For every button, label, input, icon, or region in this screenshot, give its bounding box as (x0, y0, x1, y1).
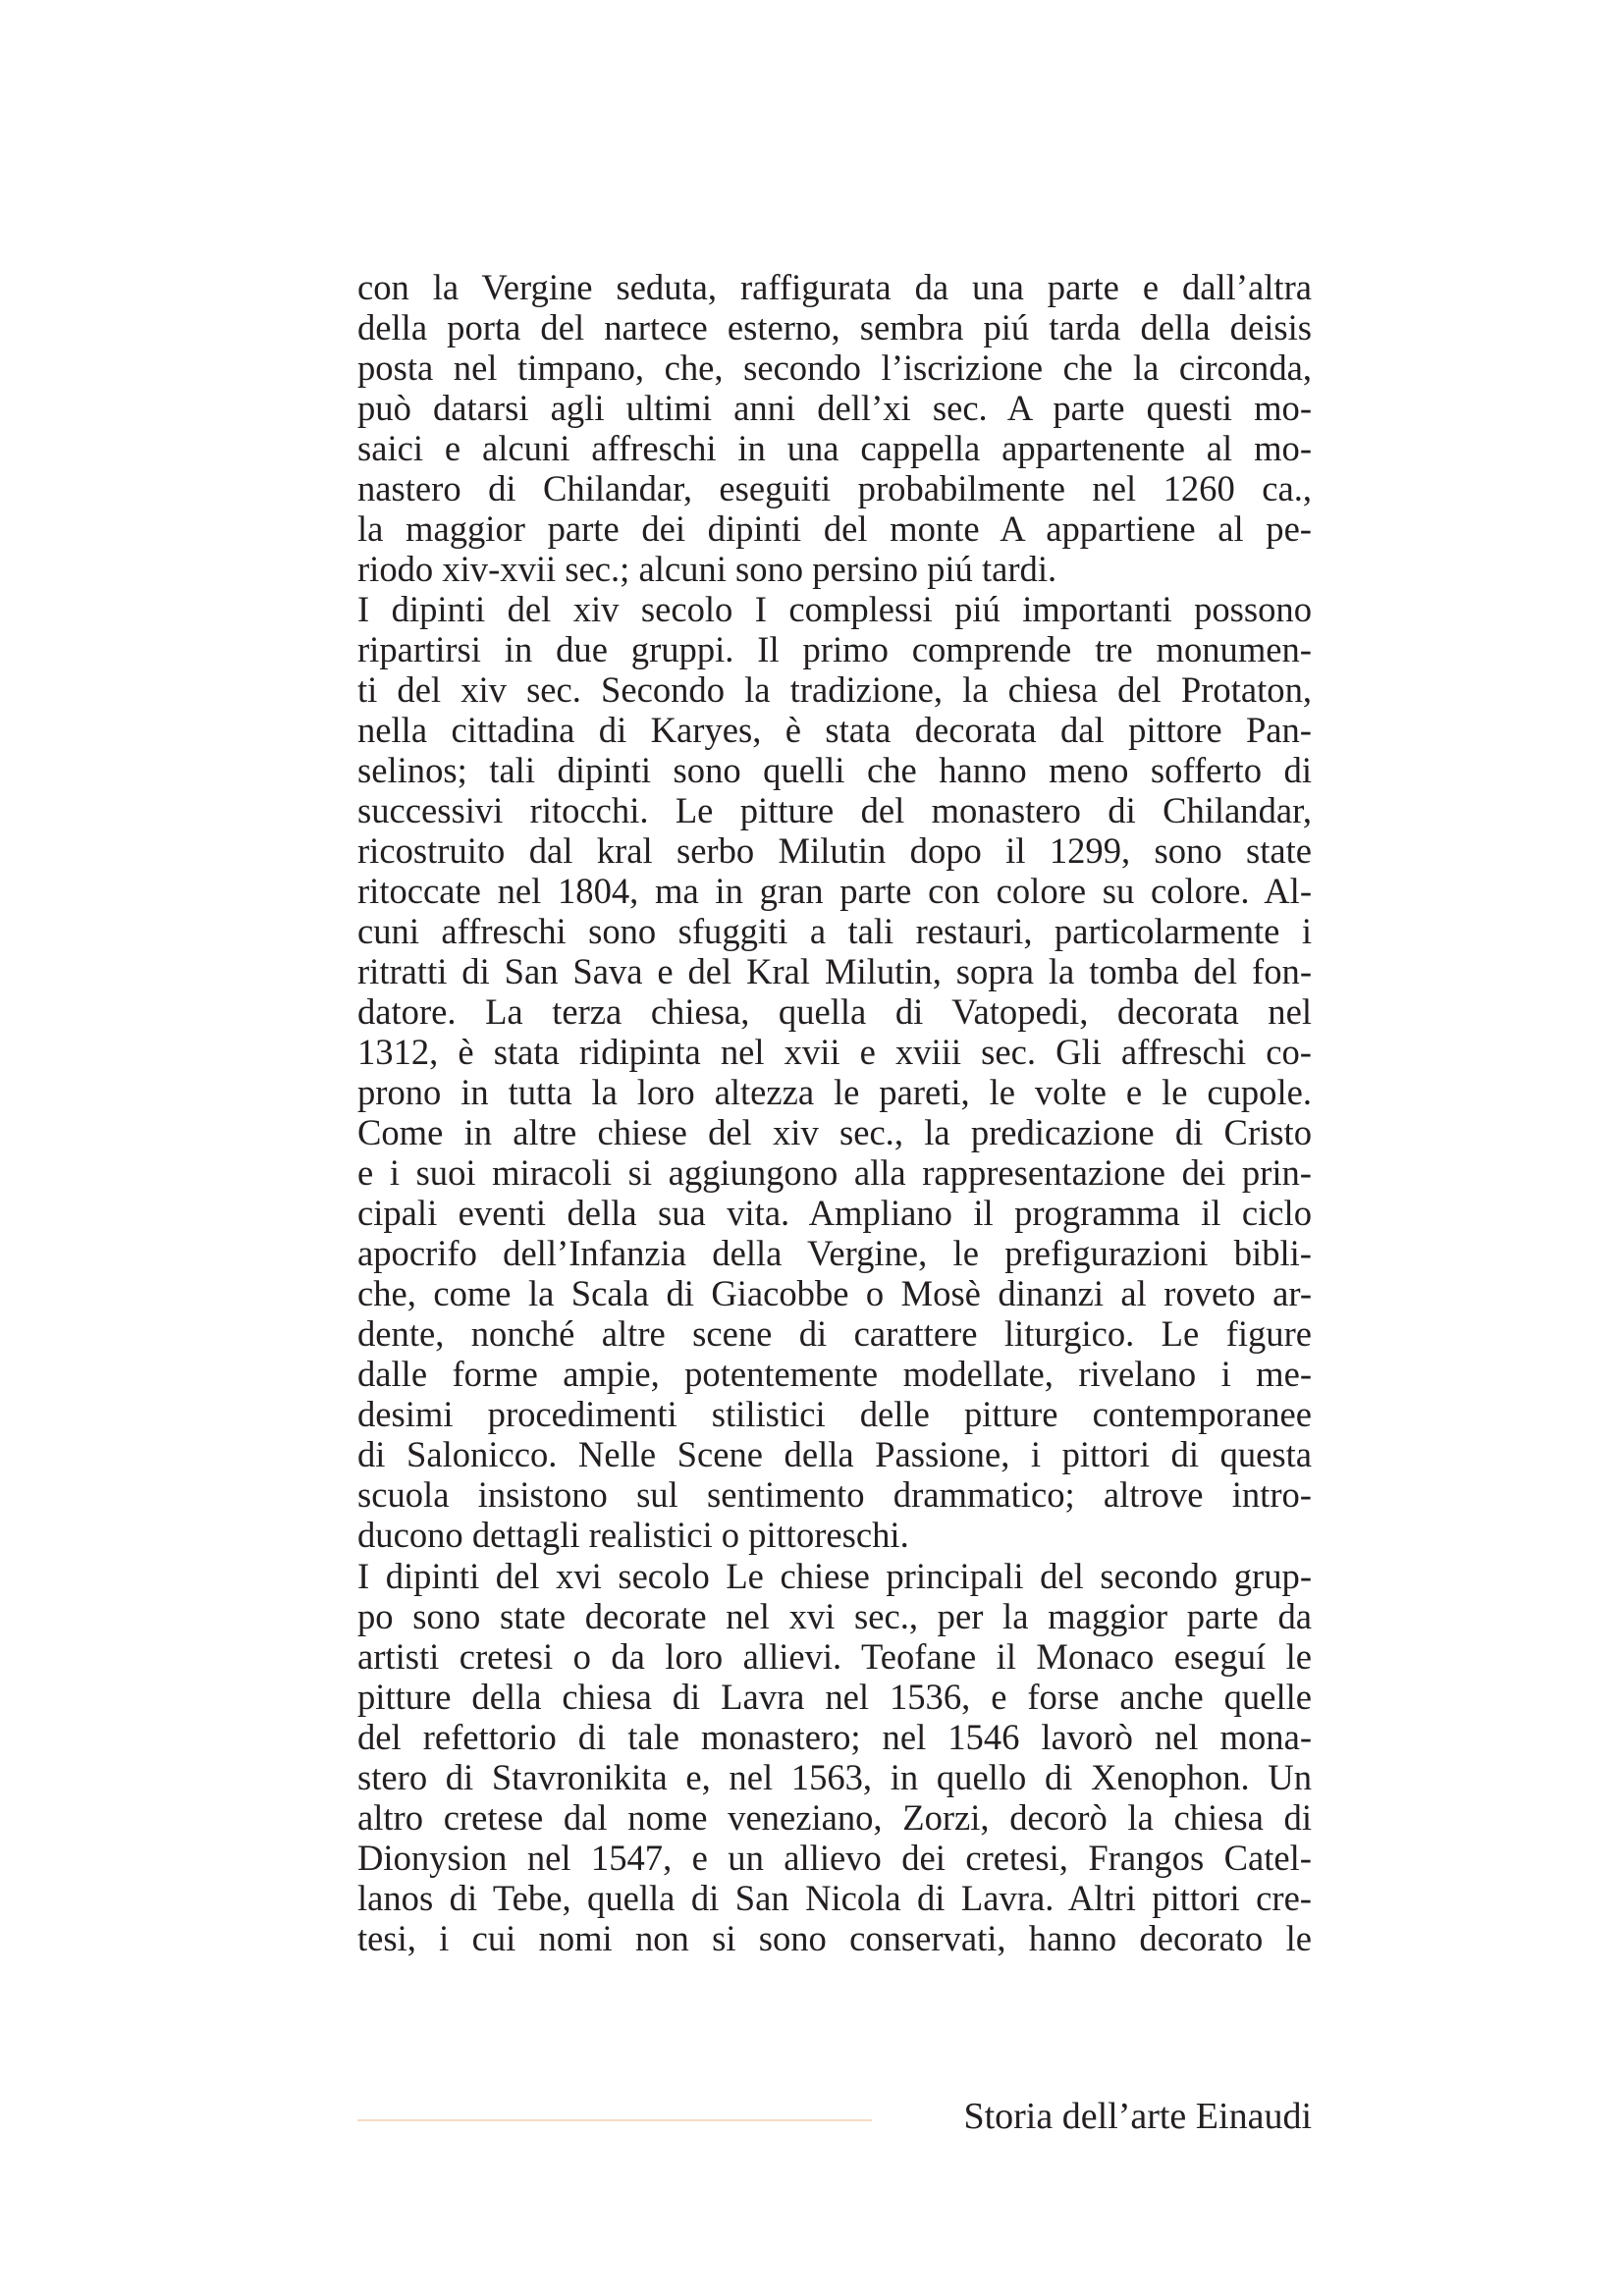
text-line: con la Vergine seduta, raffigurata da una parte e dall’altra (357, 267, 1312, 307)
text-line: saici e alcuni affreschi in una cappella appartenente al mo- (357, 428, 1312, 469)
text-line: tesi, i cui nomi non si sono conservati, hanno decorato le (357, 1917, 1312, 1958)
text-line: altro cretese dal nome veneziano, Zorzi, decorò la chiesa di (357, 1796, 1312, 1838)
text-line: apocrifo dell’Infanzia della Vergine, le prefigurazioni bibli- (357, 1233, 1312, 1274)
text-line: di Salonicco. Nelle Scene della Passione, i pittori di questa (357, 1434, 1312, 1475)
section-heading-line: I dipinti del xvi secolo Le chiese principali del secondo grup- (357, 1555, 1312, 1596)
text-line: successivi ritocchi. Le pitture del monastero di Chilandar, (357, 790, 1312, 831)
text-line: ti del xiv sec. Secondo la tradizione, la chiesa del Protaton, (357, 669, 1312, 711)
text-line: del refettorio di tale monastero; nel 1546 lavorò nel mona- (357, 1716, 1312, 1757)
section-heading-line: I dipinti del xiv secolo I complessi piú importanti possono (357, 589, 1312, 630)
body-text (357, 267, 1312, 1958)
footer-divider (357, 2119, 872, 2121)
text-line: scuola insistono sul sentimento drammatico; altrove intro- (357, 1474, 1312, 1516)
text-line: prono in tutta la loro altezza le pareti, le volte e le cupole. (357, 1072, 1312, 1113)
text-line: po sono state decorate nel xvi sec., per la maggior parte da (357, 1595, 1312, 1636)
footer-title: Storia dell’arte Einaudi (963, 2096, 1312, 2137)
text-line: nella cittadina di Karyes, è stata decorata dal pittore Pan- (357, 710, 1312, 751)
text-line: della porta del nartece esterno, sembra piú tarda della deisis (357, 307, 1312, 348)
text-line: dente, nonché altre scene di carattere liturgico. Le figure (357, 1313, 1312, 1355)
text-line: 1312, è stata ridipinta nel xvii e xviii sec. Gli affreschi co- (357, 1032, 1312, 1073)
text-line: ripartirsi in due gruppi. Il primo comprende tre monumen- (357, 629, 1312, 670)
text-line: selinos; tali dipinti sono quelli che hanno meno sofferto di (357, 750, 1312, 791)
text-line: datore. La terza chiesa, quella di Vatopedi, decorata nel (357, 991, 1312, 1033)
text-line: Dionysion nel 1547, e un allievo dei cretesi, Frangos Catel- (357, 1837, 1312, 1878)
text-line: cipali eventi della sua vita. Ampliano il programma il ciclo (357, 1193, 1312, 1234)
text-line: lanos di Tebe, quella di San Nicola di Lavra. Altri pittori cre- (357, 1877, 1312, 1918)
text-line: può datarsi agli ultimi anni dell’xi sec. A parte questi mo- (357, 388, 1312, 429)
text-line: ritratti di San Sava e del Kral Milutin, sopra la tomba del fon- (357, 951, 1312, 992)
text-line: riodo xiv-xvii sec.; alcuni sono persino piú tardi. (357, 549, 1057, 590)
text-line: artisti cretesi o da loro allievi. Teofane il Monaco eseguí le (357, 1635, 1312, 1677)
text-line: pitture della chiesa di Lavra nel 1536, e forse anche quelle (357, 1676, 1312, 1717)
text-line: e i suoi miracoli si aggiungono alla rappresentazione dei prin- (357, 1152, 1312, 1194)
text-line: posta nel timpano, che, secondo l’iscrizione che la circonda, (357, 347, 1312, 389)
text-line: cuni affreschi sono sfuggiti a tali restauri, particolarmente i (357, 911, 1312, 952)
text-line: ducono dettagli realistici o pittoreschi. (357, 1515, 909, 1556)
text-line: dalle forme ampie, potentemente modellate, rivelano i me- (357, 1354, 1312, 1395)
text-line: desimi procedimenti stilistici delle pitture contemporanee (357, 1394, 1312, 1435)
text-line: ricostruito dal kral serbo Milutin dopo il 1299, sono state (357, 830, 1312, 872)
text-line: la maggior parte dei dipinti del monte A appartiene al pe- (357, 508, 1312, 550)
text-line: ritoccate nel 1804, ma in gran parte con colore su colore. Al- (357, 871, 1312, 912)
text-line: stero di Stavronikita e, nel 1563, in quello di Xenophon. Un (357, 1756, 1312, 1797)
text-line: che, come la Scala di Giacobbe o Mosè dinanzi al roveto ar- (357, 1273, 1312, 1314)
text-line: nastero di Chilandar, eseguiti probabilmente nel 1260 ca., (357, 468, 1312, 509)
text-line: Come in altre chiese del xiv sec., la predicazione di Cristo (357, 1112, 1312, 1153)
